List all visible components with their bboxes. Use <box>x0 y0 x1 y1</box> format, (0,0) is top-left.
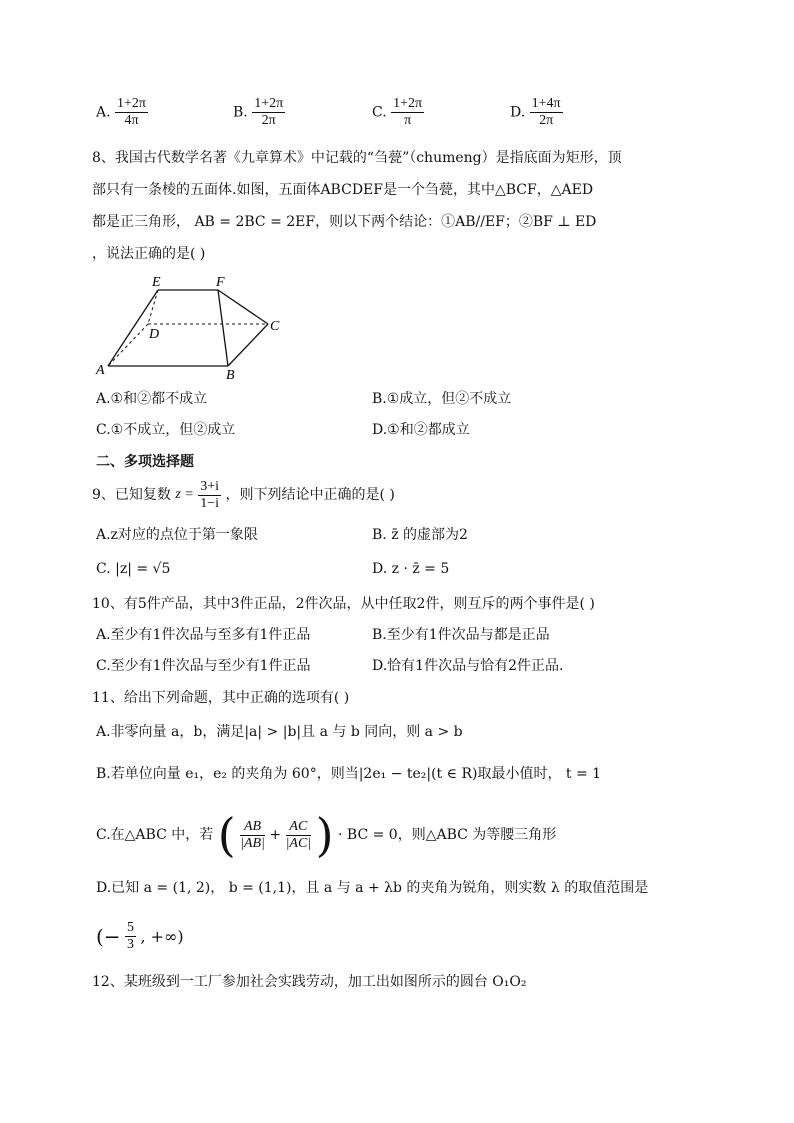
numerator: 5 <box>127 920 135 935</box>
paren-right: ) <box>315 808 334 862</box>
q9-option-d: D. z · z̄ = 5 <box>372 561 450 577</box>
edge-da-hidden <box>108 324 148 366</box>
denominator: |AB| <box>240 836 265 852</box>
q7-option-d <box>510 96 563 129</box>
option-letter: D. <box>510 104 526 121</box>
q8-line-1: 8、我国古代数学名著《九章算术》中记载的“刍甍”（chumeng）是指底面为矩形，顶 <box>92 150 622 166</box>
q10-option-a: A.至少有1件次品与至多有1件正品 <box>96 627 311 643</box>
range-close: , +∞) <box>140 926 184 946</box>
q10-option-b: B.至少有1件次品与都是正品 <box>372 627 550 643</box>
denominator: |AC| <box>285 836 312 852</box>
numerator: 1+2π <box>393 96 423 111</box>
q9-stem-pre: 9、已知复数 <box>92 487 171 504</box>
q9-stem-post: ，则下列结论中正确的是( ) <box>225 487 395 504</box>
option-letter: A. <box>96 104 111 121</box>
q11-option-a: A.非零向量 a，b，满足|a| > |b|且 a 与 b 同向，则 a > b <box>96 724 463 740</box>
edge-ed-hidden <box>148 290 158 324</box>
q9-option-a: A.z对应的点位于第一象限 <box>96 527 258 543</box>
range-open: (− <box>96 924 121 949</box>
edge-fc <box>218 290 268 324</box>
paren-left: ( <box>217 808 236 862</box>
label-b: B <box>226 368 235 382</box>
option-letter: B. <box>233 104 248 121</box>
q11-c-fraction-ac <box>286 819 312 852</box>
numerator: AB <box>240 819 265 836</box>
q8-line-3: 都是正三角形， AB = 2BC = 2EF，则以下两个结论：①AB//EF；②BF ⊥ ED <box>92 214 597 230</box>
q11-option-d-range <box>96 920 184 953</box>
denominator: 1−i <box>200 496 220 511</box>
denominator: π <box>404 113 412 128</box>
q11-c-pre: C.在△ABC 中，若 <box>96 827 214 844</box>
q9-option-c: C. |z| = √5 <box>96 561 171 577</box>
q8-line-2: 部只有一条棱的五面体.如图，五面体ABCDEF是一个刍甍，其中△BCF，△AED <box>92 182 594 198</box>
numerator: AC <box>286 819 312 836</box>
numerator: 3+i <box>200 479 220 494</box>
fraction <box>252 96 285 129</box>
q8-line-4: ，说法正确的是( ) <box>92 246 206 262</box>
fraction <box>391 96 424 129</box>
label-f: F <box>216 275 225 290</box>
q8-option-c: C.①不成立，但②成立 <box>96 422 236 438</box>
fraction <box>115 96 148 129</box>
denominator: 2π <box>539 113 554 128</box>
edge-fb <box>218 290 228 366</box>
range-fraction <box>125 920 136 953</box>
q11-c-post: · BC = 0，则△ABC 为等腰三角形 <box>338 827 557 844</box>
label-c: C <box>270 319 280 334</box>
fraction <box>530 96 563 129</box>
q11-c-fraction-ab <box>240 819 265 852</box>
q10-option-c: C.至少有1件次品与至少有1件正品 <box>96 658 311 674</box>
numerator: 1+4π <box>531 96 561 111</box>
numerator: 1+2π <box>117 96 146 111</box>
denominator: 2π <box>261 113 276 128</box>
q8-option-a: A.①和②都不成立 <box>96 391 208 407</box>
chumeng-figure <box>92 272 292 382</box>
plus-sign: + <box>269 827 282 844</box>
denominator: 4π <box>124 113 139 128</box>
q11-option-b: B.若单位向量 e₁，e₂ 的夹角为 60°，则当|2e₁ − te₂|(t ∈ R)取最小值时， t = 1 <box>96 766 602 782</box>
option-letter: C. <box>372 104 387 121</box>
q12-stem: 12、某班级到一工厂参加社会实践劳动，加工出如图所示的圆台 O₁O₂ <box>92 974 527 990</box>
q7-option-b <box>233 96 285 129</box>
q9-stem <box>92 479 395 512</box>
q9-fraction <box>198 479 221 512</box>
q8-option-d: D.①和②都成立 <box>372 422 470 438</box>
q9-z: z = <box>175 487 194 503</box>
q10-option-d: D.恰有1件次品与恰有2件正品. <box>372 658 564 674</box>
label-e: E <box>152 275 161 290</box>
edge-bc <box>228 324 268 366</box>
label-a: A <box>96 363 105 378</box>
q8-option-b: B.①成立，但②不成立 <box>372 391 512 407</box>
q7-option-a <box>96 96 148 129</box>
q9-option-b: B. z̄ 的虚部为2 <box>372 527 468 543</box>
q10-stem: 10、有5件产品，其中3件正品，2件次品，从中任取2件，则互斥的两个事件是( ) <box>92 596 595 612</box>
numerator: 1+2π <box>254 96 284 111</box>
q11-option-c <box>96 808 556 863</box>
q11-stem: 11、给出下列命题，其中正确的选项有( ) <box>92 690 350 706</box>
label-d: D <box>149 327 160 342</box>
q7-option-c <box>372 96 424 129</box>
denominator: 3 <box>127 937 135 952</box>
section-heading: 二、多项选择题 <box>96 454 194 470</box>
q11-option-d-line-1: D.已知 a = (1, 2)， b = (1,1)，且 a 与 a + λb 的夹角为锐角，则实数 λ 的取值范围是 <box>96 880 649 896</box>
